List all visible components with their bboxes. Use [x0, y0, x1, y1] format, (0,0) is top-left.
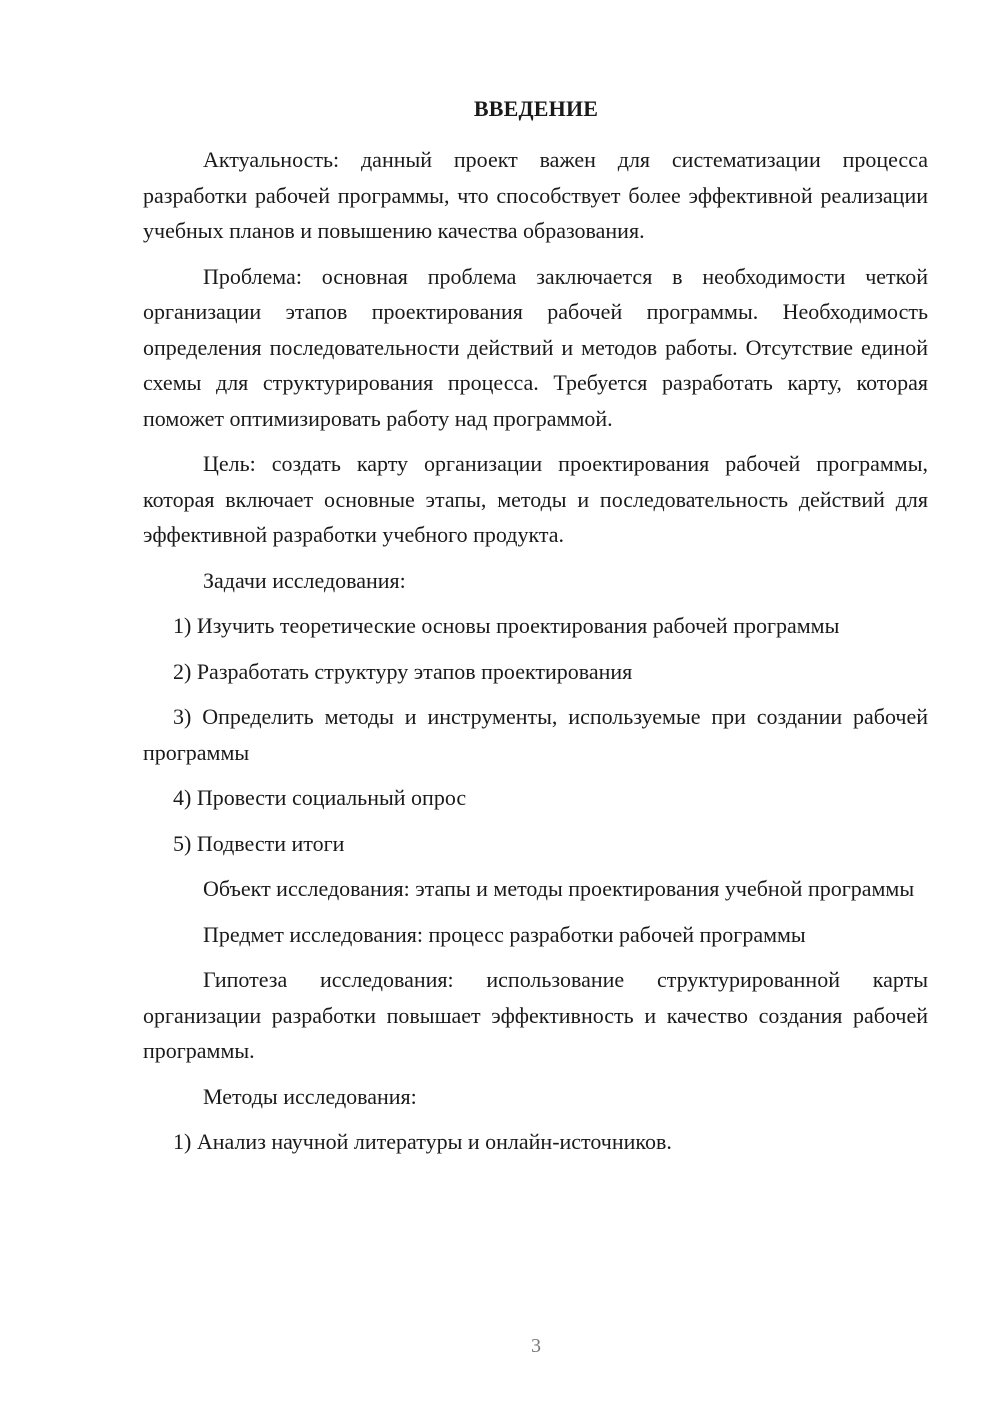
page-number: 3 — [531, 1335, 541, 1357]
paragraph-problem: Проблема: основная проблема заключается в необходимости четкой организации этапов проектирования рабочей программы. Необходимость определения последовательности действий и методов работы. Отсутствие единой схемы для структурирования процесса. Требуется разработать карту, которая поможет оптимизировать работу над программой. — [143, 263, 928, 431]
method-item-1: 1) Анализ научной литературы и онлайн-источников. — [173, 1129, 672, 1154]
task-item-5: 5) Подвести итоги — [173, 830, 345, 856]
page-title: ВВЕДЕНИЕ — [473, 96, 599, 121]
task-item-3: 3) Определить методы и инструменты, используемые при создании рабочей программы — [143, 704, 928, 765]
paragraph-methods-heading: Методы исследования: — [203, 1083, 417, 1109]
paragraph-object: Объект исследования: этапы и методы проектирования учебной программы — [203, 876, 915, 901]
document-body — [143, 142, 928, 1170]
paragraph-subject: Предмет исследования: процесс разработки рабочей программы — [203, 921, 806, 947]
paragraph-relevance: Актуальность: данный проект важен для систематизации процесса разработки рабочей программы, что способствует более эффективной реализации учебных планов и повышению качества образования. — [143, 147, 928, 243]
task-item-4: 4) Провести социальный опрос — [173, 785, 467, 810]
paragraph-hypothesis: Гипотеза исследования: использование структурированной карты организации разработки повышает эффективность и качество создания рабочей программы. — [143, 967, 928, 1063]
task-item-2: 2) Разработать структуру этапов проектирования — [173, 658, 633, 684]
task-item-1: 1) Изучить теоретические основы проектирования рабочей программы — [173, 613, 840, 638]
paragraph-goal: Цель: создать карту организации проектирования рабочей программы, которая включает основные этапы, методы и последовательность действий для эффективной разработки учебного продукта. — [143, 451, 928, 547]
paragraph-tasks-heading: Задачи исследования: — [203, 567, 406, 593]
